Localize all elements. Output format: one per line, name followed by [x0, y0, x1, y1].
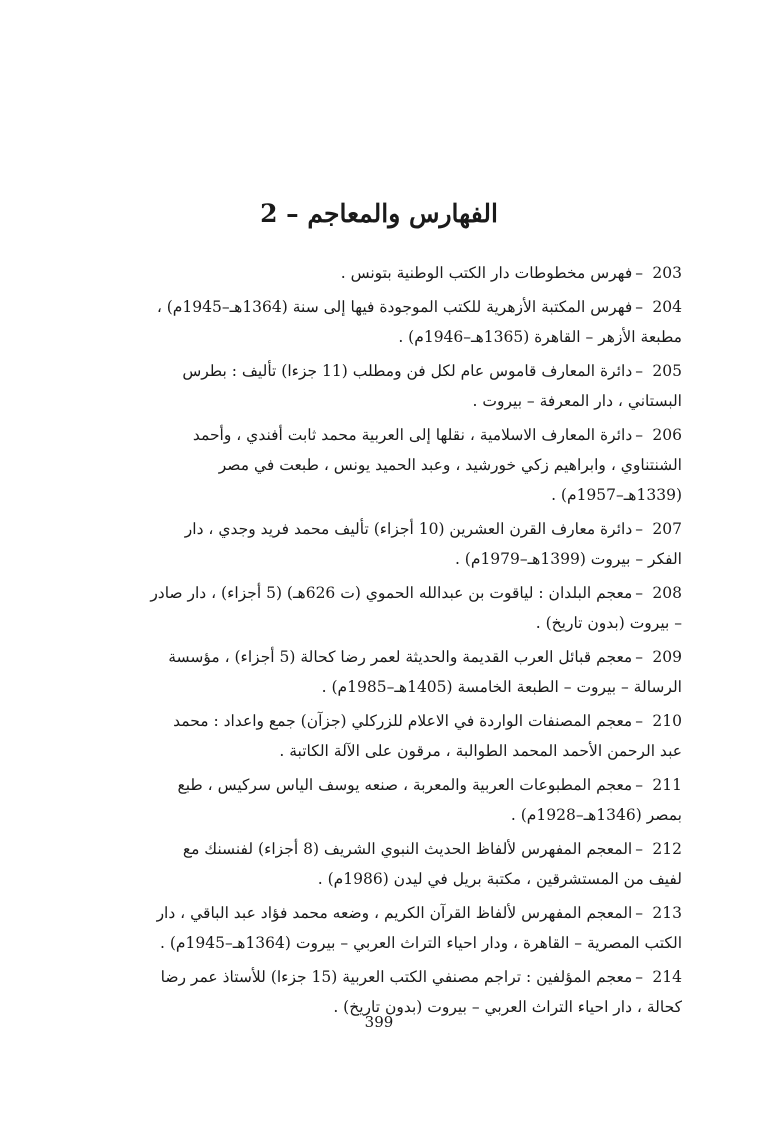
section-title: الفهارس والمعاجم: [307, 199, 498, 228]
entry-number: 204: [652, 298, 682, 316]
entry-number: 207: [652, 520, 682, 538]
entry-number: 214: [652, 968, 682, 986]
entry-text: فهرس مخطوطات دار الكتب الوطنية بتونس .: [340, 264, 633, 282]
entry-text: دائرة المعارف قاموس عام لكل فن ومطلب (11 جزءا) تأليف : بطرس البستاني ، دار المعرفة – بيروت .: [182, 362, 682, 410]
entry-dash: –: [635, 776, 643, 794]
entry-number: 210: [652, 712, 682, 730]
bibliography-entry: [150, 834, 682, 894]
entry-text: دائرة معارف القرن العشرين (10 أجزاء) تأليف محمد فريد وجدي ، دار الفكر – بيروت (1399هـ–1979م) .: [184, 520, 682, 568]
entry-number: 213: [652, 904, 682, 922]
entry-dash: –: [635, 584, 643, 602]
entry-dash: –: [635, 904, 643, 922]
entry-number: 208: [652, 584, 682, 602]
entry-text: دائرة المعارف الاسلامية ، نقلها إلى العربية محمد ثابت أفندي ، وأحمد الشنتناوي ، وابراهيم زكي خورشيد ، وعبد الحميد يونس ، طبعت في مصر (1339هـ–1957م) .: [192, 426, 682, 504]
bibliography-entry: [150, 578, 682, 638]
entry-number: 203: [652, 264, 682, 282]
bibliography-entry: [150, 898, 682, 958]
entry-dash: –: [635, 840, 643, 858]
bibliography-entry: [150, 770, 682, 830]
bibliography-entry: [150, 258, 682, 288]
entry-number: 205: [652, 362, 682, 380]
bibliography-list: [150, 258, 682, 1026]
section-number: 2: [260, 199, 278, 228]
bibliography-entry: [150, 706, 682, 766]
bibliography-entry: [150, 514, 682, 574]
entry-text: معجم قبائل العرب القديمة والحديثة لعمر رضا كحالة (5 أجزاء) ، مؤسسة الرسالة – بيروت – الطبعة الخامسة (1405هـ–1985م) .: [168, 648, 682, 696]
bibliography-entry: [150, 642, 682, 702]
entry-dash: –: [635, 968, 643, 986]
entry-dash: –: [635, 426, 643, 444]
entry-number: 209: [652, 648, 682, 666]
entry-number: 206: [652, 426, 682, 444]
entry-text: معجم المصنفات الواردة في الاعلام للزركلي (جزآن) جمع واعداد : محمد عبد الرحمن الأحمد المحمد الطوالبة ، مرقون على الآلة الكاتبة .: [173, 712, 682, 760]
entry-dash: –: [635, 520, 643, 538]
entry-dash: –: [635, 712, 643, 730]
bibliography-entry: [150, 420, 682, 510]
entry-text: المعجم المفهرس لألفاظ الحديث النبوي الشريف (8 أجزاء) لفنسنك مع لفيف من المستشرقين ، مكتبة بريل في ليدن (1986م) .: [182, 840, 682, 888]
entry-text: فهرس المكتبة الأزهرية للكتب الموجودة فيها إلى سنة (1364هـ–1945م) ، مطبعة الأزهر – القاهرة (1365هـ–1946م) .: [156, 298, 682, 346]
bibliography-entry: [150, 356, 682, 416]
entry-dash: –: [635, 648, 643, 666]
heading-dash: –: [277, 199, 299, 228]
entry-text: معجم البلدان : لياقوت بن عبدالله الحموي (ت 626هـ) (5 أجزاء) ، دار صادر – بيروت (بدون تاريخ) .: [150, 584, 682, 632]
page-number: 399: [364, 1013, 394, 1031]
section-heading: [0, 196, 758, 232]
entry-text: معجم المطبوعات العربية والمعربة ، صنعه يوسف الياس سركيس ، طبع بمصر (1346هـ–1928م) .: [177, 776, 682, 824]
entry-dash: –: [635, 362, 643, 380]
entry-number: 212: [652, 840, 682, 858]
entry-dash: –: [635, 298, 643, 316]
entry-text: المعجم المفهرس لألفاظ القرآن الكريم ، وضعه محمد فؤاد عبد الباقي ، دار الكتب المصرية – القاهرة ، ودار احياء التراث العربي – بيروت (1364هـ–1945م) .: [156, 904, 682, 952]
entry-dash: –: [635, 264, 643, 282]
entry-text: معجم المؤلفين : تراجم مصنفي الكتب العربية (15 جزءا) للأستاذ عمر رضا كحالة ، دار احياء التراث العربي – بيروت (بدون تاريخ) .: [160, 968, 682, 1016]
bibliography-entry: [150, 292, 682, 352]
entry-number: 211: [652, 776, 682, 794]
